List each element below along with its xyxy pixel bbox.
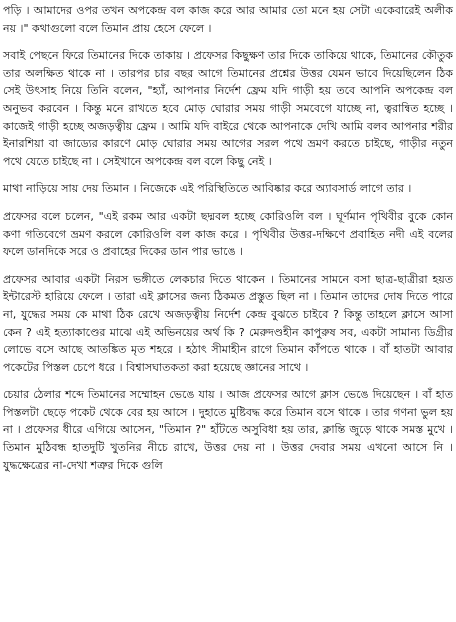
document-body: [3, 2, 453, 474]
paragraph-4: প্রফেসর বলে চলেন, "এই রকম আর একটা ছদ্মবল হচ্ছে কোরিওলি বল । ঘূর্ণমান পৃথিবীর বুকে কোন কণা গতিবেগে ভ্রমণ করলে কোরিওলি বল কাজ করে । পৃথিবীর উত্তর-দক্ষিণে প্রবাহিত নদী এই বলের ফলে ডানদিকে সরে ও প্রবাহের দিকের ডান পার ভাঙে ।: [3, 209, 453, 259]
paragraph-2: সবাই পেছনে ফিরে তিমানের দিকে তাকায় । প্রফেসর কিছুক্ষণ তার দিকে তাকিয়ে থাকে, তিমানের কৌতুক তার অলক্ষিত থাকে না । তারপর চার বছর আগে তিমানের প্রশ্নের উত্তর যেমন ভাবে দিয়েছিলেন ঠিক সেই উৎসাহ নিয়ে তিনি বলেন, "হ্যাঁ, আপনার নির্দেশ ফ্রেম যদি গাড়ী হয় তবে আপনি অপকেন্দ্র বল অনুভব করবেন । কিন্তু মনে রাখতে হবে মোড় ঘোরার সময় গাড়ী সমবেগে যাচ্ছে না, ত্বরান্বিত হচ্ছে । কাজেই গাড়ী হচ্ছে অজড়ত্বীয় ফ্রেম । আমি যদি বাইরে থেকে আপনাকে দেখি আমি বলব আপনার শরীর ইনারশিয়া বা জাড্যের কারণে মোড় ঘোরার সময় আগের সরল পথে ভ্রমণ করতে চাইছে, গাড়ীর নতুন পথে যেতে চাইছে না । সেইখানে অপকেন্দ্র বল বলে কিছু নেই ।: [3, 49, 453, 168]
paragraph-5: প্রফেসর আবার একটা নিরস ভঙ্গীতে লেকচার দিতে থাকেন । তিমানের সামনে বসা ছাত্র-ছাত্রীরা হয়ত ইন্টারেস্ট হারিয়ে ফেলে । তারা এই ক্লাসের জন্য ঠিকমত প্রস্তুত ছিল না । তিমান তাদের দোষ দিতে পারে না, যুদ্ধের সময় কে মাথা ঠিক রেখে অজড়ত্বীয় নির্দেশ কেন্দ্র বুঝতে চাইবে ? কিন্তু তাহলে ক্লাসে আসা কেন ? এই হত্যাকাণ্ডের মাঝে এই অভিনয়ের অর্থ কি ? মেরুদণ্ডহীন কাপুরুষ সব, একটা সামান্য ডিগ্রীর লোভে বসে আছে আতঙ্কিত মৃত শহরে । হঠাৎ সীমাহীন রাগে তিমান কাঁপতে থাকে । বাঁ হাতটা আবার পকেটের পিস্তল চেপে ধরে । বিশ্বাসঘাতকতা করা হয়েছে জ্ঞানের সাথে ।: [3, 272, 453, 374]
paragraph-6: চেয়ার ঠেলার শব্দে তিমানের সম্মোহন ভেঙে যায় । আজ প্রফেসর আগে ক্লাস ভেঙে দিয়েছেন । বাঁ হাত পিস্তলটা ছেড়ে পকেট থেকে বের হয় আসে । দুহাতে মুষ্টিবদ্ধ করে তিমান বসে থাকে । তার গণনা ভুল হয় না । প্রফেসর ধীরে এগিয়ে আসেন, "তিমান ?" হাঁটতে অসুবিধা হয় তার, ক্লান্তি জুড়ে থাকে সমস্ত মুখে । তিমান মুঠিবন্ধ হাতদুটি খুতনির নীচে রাখে, উত্তর দেয় না । উত্তর দেবার সময় এখনো আসে নি । যুদ্ধক্ষেত্রের না-দেখা শত্রুর দিকে গুলি: [3, 388, 453, 472]
paragraph-1: পড়ি । আমাদের ওপর তখন অপকেন্দ্র বল কাজ করে আর আমার তো মনে হয় সেটা একেবারেই অলীক নয় ।" কথাগুলো বলে তিমান প্রায় হেসে ফেলে ।: [3, 4, 453, 35]
paragraph-3: মাথা নাড়িয়ে সায় দেয় তিমান । নিজেকে এই পরিস্থিতিতে আবিষ্কার করে অ্যাবসার্ড লাগে তার ।: [3, 182, 412, 196]
